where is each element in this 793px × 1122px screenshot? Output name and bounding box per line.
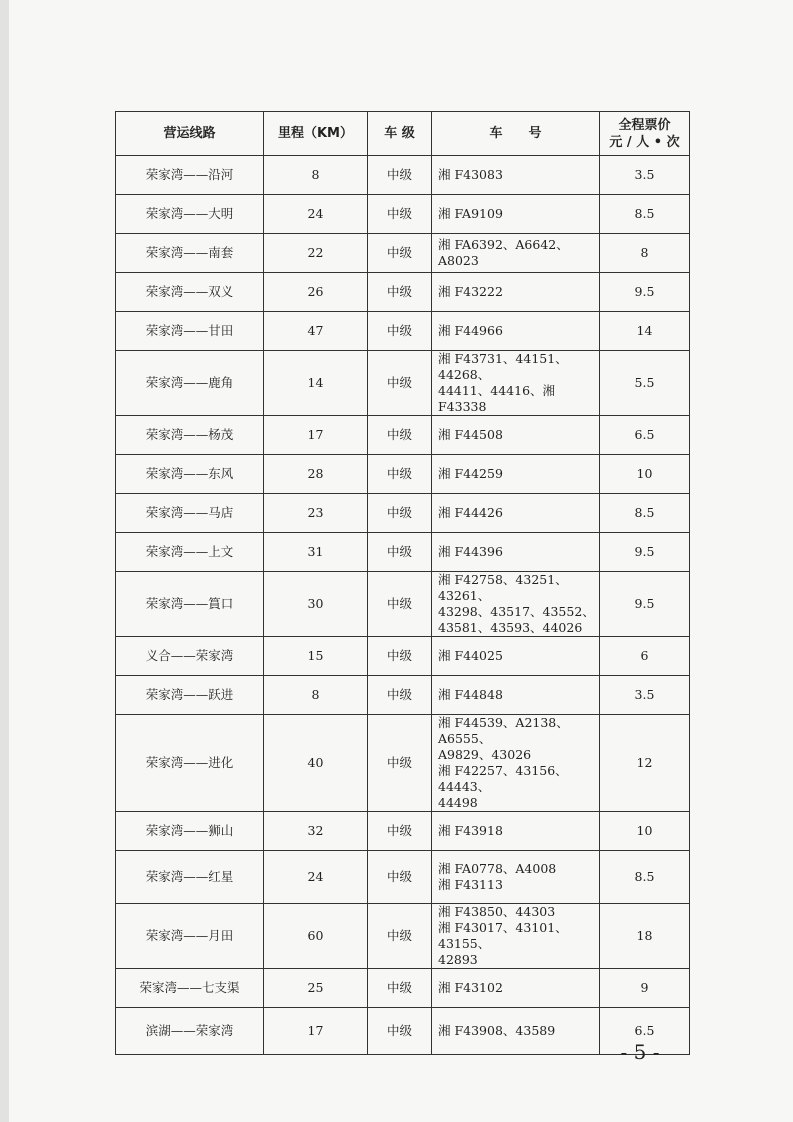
- cell-plates: 湘 F44396: [432, 533, 600, 572]
- cell-distance: 17: [264, 1008, 368, 1055]
- cell-grade: 中级: [368, 494, 432, 533]
- cell-distance: 30: [264, 572, 368, 637]
- cell-grade: 中级: [368, 676, 432, 715]
- table-row: [116, 533, 690, 572]
- cell-grade: 中级: [368, 273, 432, 312]
- cell-route: 荣家湾——红星: [116, 851, 264, 904]
- cell-plates: 湘 F43083: [432, 156, 600, 195]
- cell-plates: 湘 F44025: [432, 637, 600, 676]
- cell-grade: 中级: [368, 351, 432, 416]
- cell-distance: 22: [264, 234, 368, 273]
- cell-plates: 湘 FA0778、A4008 湘 F43113: [432, 851, 600, 904]
- table-row: [116, 637, 690, 676]
- cell-route: 滨湖——荣家湾: [116, 1008, 264, 1055]
- cell-distance: 24: [264, 851, 368, 904]
- header-grade: 车 级: [368, 112, 432, 156]
- cell-plates: 湘 F43850、44303 湘 F43017、43101、43155、 42893: [432, 904, 600, 969]
- page-number: - 5 -: [620, 1040, 660, 1064]
- header-plate: 车 号: [432, 112, 600, 156]
- cell-route: 义合——荣家湾: [116, 637, 264, 676]
- cell-grade: 中级: [368, 416, 432, 455]
- table-row: [116, 312, 690, 351]
- cell-grade: 中级: [368, 1008, 432, 1055]
- cell-grade: 中级: [368, 851, 432, 904]
- table-header-row: [116, 112, 690, 156]
- cell-route: 荣家湾——七支渠: [116, 969, 264, 1008]
- table-row: [116, 273, 690, 312]
- cell-price: 9.5: [600, 572, 690, 637]
- cell-plates: 湘 F43731、44151、44268、 44411、44416、湘 F43338: [432, 351, 600, 416]
- table-row: [116, 351, 690, 416]
- cell-distance: 60: [264, 904, 368, 969]
- cell-route: 荣家湾——上文: [116, 533, 264, 572]
- table-body: [116, 156, 690, 1055]
- cell-grade: 中级: [368, 904, 432, 969]
- cell-plates: 湘 F44848: [432, 676, 600, 715]
- cell-price: 9.5: [600, 273, 690, 312]
- cell-route: 荣家湾——大明: [116, 195, 264, 234]
- cell-price: 8.5: [600, 494, 690, 533]
- cell-price: 6: [600, 637, 690, 676]
- cell-plates: 湘 F44426: [432, 494, 600, 533]
- cell-plates: 湘 F44539、A2138、A6555、 A9829、43026 湘 F42257、43156、44443、 44498: [432, 715, 600, 812]
- cell-distance: 31: [264, 533, 368, 572]
- cell-route: 荣家湾——杨茂: [116, 416, 264, 455]
- cell-route: 荣家湾——狮山: [116, 812, 264, 851]
- table-row: [116, 969, 690, 1008]
- header-price: [600, 112, 690, 156]
- table-row: [116, 904, 690, 969]
- cell-grade: 中级: [368, 637, 432, 676]
- cell-price: 3.5: [600, 676, 690, 715]
- cell-grade: 中级: [368, 312, 432, 351]
- table-row: [116, 455, 690, 494]
- table-row: [116, 572, 690, 637]
- table-row: [116, 156, 690, 195]
- cell-distance: 8: [264, 156, 368, 195]
- cell-route: 荣家湾——篔口: [116, 572, 264, 637]
- cell-price: 9.5: [600, 533, 690, 572]
- cell-price: 8.5: [600, 195, 690, 234]
- cell-grade: 中级: [368, 969, 432, 1008]
- cell-plates: 湘 F43102: [432, 969, 600, 1008]
- cell-price: 6.5: [600, 1008, 690, 1055]
- cell-distance: 23: [264, 494, 368, 533]
- header-price-line2: 元 / 人 • 次: [609, 134, 680, 150]
- cell-distance: 8: [264, 676, 368, 715]
- cell-plates: 湘 F44259: [432, 455, 600, 494]
- cell-distance: 17: [264, 416, 368, 455]
- cell-price: 5.5: [600, 351, 690, 416]
- cell-grade: 中级: [368, 715, 432, 812]
- cell-distance: 26: [264, 273, 368, 312]
- cell-grade: 中级: [368, 234, 432, 273]
- table-row: [116, 494, 690, 533]
- cell-price: 14: [600, 312, 690, 351]
- cell-plates: 湘 F44508: [432, 416, 600, 455]
- cell-grade: 中级: [368, 812, 432, 851]
- cell-price: 6.5: [600, 416, 690, 455]
- cell-plates: 湘 F43908、43589: [432, 1008, 600, 1055]
- cell-route: 荣家湾——甘田: [116, 312, 264, 351]
- cell-grade: 中级: [368, 195, 432, 234]
- cell-plates: 湘 F43918: [432, 812, 600, 851]
- header-price-line1: 全程票价: [618, 117, 671, 133]
- cell-distance: 25: [264, 969, 368, 1008]
- table-row: [116, 676, 690, 715]
- table-row: [116, 416, 690, 455]
- cell-route: 荣家湾——东风: [116, 455, 264, 494]
- cell-route: 荣家湾——跃进: [116, 676, 264, 715]
- cell-plates: 湘 FA9109: [432, 195, 600, 234]
- table-row: [116, 812, 690, 851]
- cell-route: 荣家湾——月田: [116, 904, 264, 969]
- cell-plates: 湘 F42758、43251、43261、 43298、43517、43552、 43581、43593、44026: [432, 572, 600, 637]
- cell-grade: 中级: [368, 156, 432, 195]
- cell-route: 荣家湾——进化: [116, 715, 264, 812]
- cell-price: 10: [600, 455, 690, 494]
- cell-route: 荣家湾——双义: [116, 273, 264, 312]
- cell-route: 荣家湾——沿河: [116, 156, 264, 195]
- cell-plates: 湘 F43222: [432, 273, 600, 312]
- table-row: [116, 195, 690, 234]
- cell-distance: 32: [264, 812, 368, 851]
- cell-distance: 28: [264, 455, 368, 494]
- cell-route: 荣家湾——鹿角: [116, 351, 264, 416]
- cell-distance: 47: [264, 312, 368, 351]
- cell-distance: 24: [264, 195, 368, 234]
- cell-grade: 中级: [368, 572, 432, 637]
- cell-price: 8.5: [600, 851, 690, 904]
- cell-route: 荣家湾——南套: [116, 234, 264, 273]
- cell-price: 12: [600, 715, 690, 812]
- cell-distance: 14: [264, 351, 368, 416]
- cell-distance: 40: [264, 715, 368, 812]
- header-distance: 里程（KM）: [264, 112, 368, 156]
- cell-route: 荣家湾——马店: [116, 494, 264, 533]
- table-row: [116, 851, 690, 904]
- cell-plates: 湘 F44966: [432, 312, 600, 351]
- cell-grade: 中级: [368, 455, 432, 494]
- cell-price: 9: [600, 969, 690, 1008]
- cell-distance: 15: [264, 637, 368, 676]
- table-row: [116, 715, 690, 812]
- scan-edge: [0, 0, 9, 1122]
- cell-price: 8: [600, 234, 690, 273]
- cell-price: 18: [600, 904, 690, 969]
- table-row: [116, 234, 690, 273]
- cell-grade: 中级: [368, 533, 432, 572]
- cell-plates: 湘 FA6392、A6642、A8023: [432, 234, 600, 273]
- cell-price: 10: [600, 812, 690, 851]
- cell-price: 3.5: [600, 156, 690, 195]
- route-table: [115, 111, 690, 1055]
- header-route: 营运线路: [116, 112, 264, 156]
